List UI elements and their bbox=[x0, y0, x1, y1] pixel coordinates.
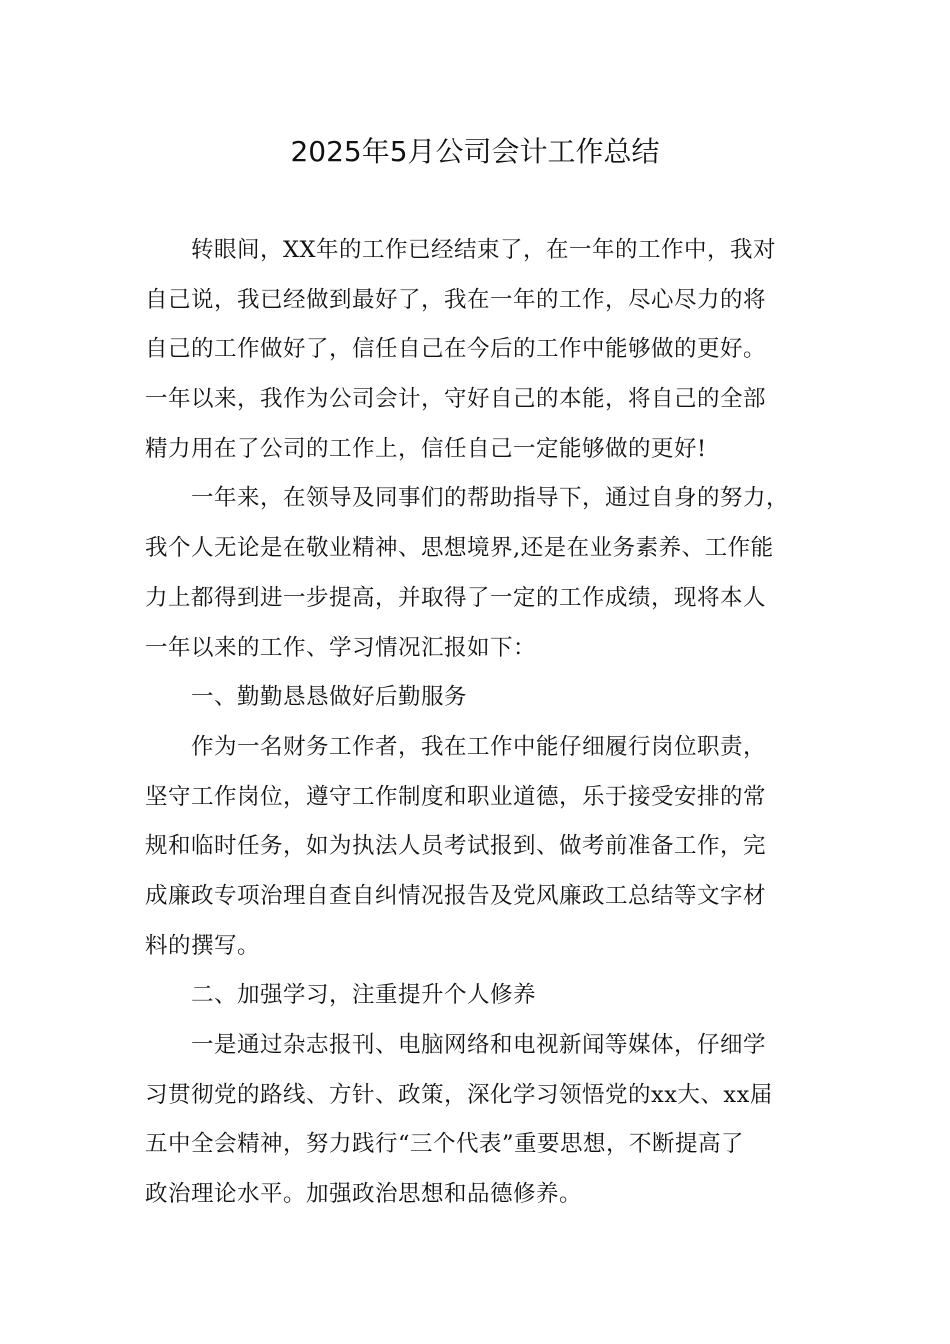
body-text-line: 坚守工作岗位，遵守工作制度和职业道德，乐于接受安排的常 bbox=[145, 783, 767, 810]
body-text-line: 一是通过杂志报刊、电脑网络和电视新闻等媒体，仔细学 bbox=[191, 1032, 767, 1058]
body-text-line: 规和临时任务，如为执法人员考试报到、做考前准备工作，完 bbox=[145, 833, 767, 860]
body-text-line: 料的撰写。 bbox=[145, 932, 261, 959]
document-body bbox=[145, 226, 835, 1220]
document-title: 2025年5月公司会计工作总结 bbox=[290, 135, 660, 168]
body-text-line: 作为一名财务工作者，我在工作中能仔细履行岗位职责， bbox=[191, 733, 767, 760]
body-text-line: 自己说，我已经做到最好了，我在一年的工作，尽心尽力的将 bbox=[145, 286, 767, 313]
body-text-line: 习贯彻党的路线、方针、政策，深化学习领悟党的xx大、xx届 bbox=[145, 1081, 773, 1108]
body-text-line: 一年来，在领导及同事们的帮助指导下，通过自身的努力， bbox=[191, 485, 790, 512]
body-text-line: 一年以来的工作、学习情况汇报如下： bbox=[145, 634, 537, 661]
body-text-line: 一、勤勤恳恳做好后勤服务 bbox=[191, 684, 468, 711]
body-text-line: 政治理论水平。加强政治思想和品德修养。 bbox=[145, 1181, 583, 1208]
body-text-line: 成廉政专项治理自查自纠情况报告及党风廉政工总结等文字材 bbox=[145, 882, 767, 909]
body-text-line: 二、加强学习，注重提升个人修养 bbox=[191, 982, 537, 1009]
body-text-line: 我个人无论是在敬业精神、思想境界,还是在业务素养、工作能 bbox=[145, 535, 774, 562]
body-text-line: 精力用在了公司的工作上，信任自己一定能够做的更好! bbox=[145, 435, 707, 462]
body-text-line: 五中全会精神，努力践行“三个代表”重要思想，不断提高了 bbox=[145, 1131, 745, 1158]
body-text-line: 一年以来，我作为公司会计，守好自己的本能，将自己的全部 bbox=[145, 386, 767, 413]
body-text-line: 转眼间，XX年的工作已经结束了，在一年的工作中，我对 bbox=[191, 237, 777, 263]
body-text-line: 自己的工作做好了，信任自己在今后的工作中能够做的更好。 bbox=[145, 336, 767, 363]
body-text-line: 力上都得到进一步提高，并取得了一定的工作成绩，现将本人 bbox=[145, 584, 767, 611]
